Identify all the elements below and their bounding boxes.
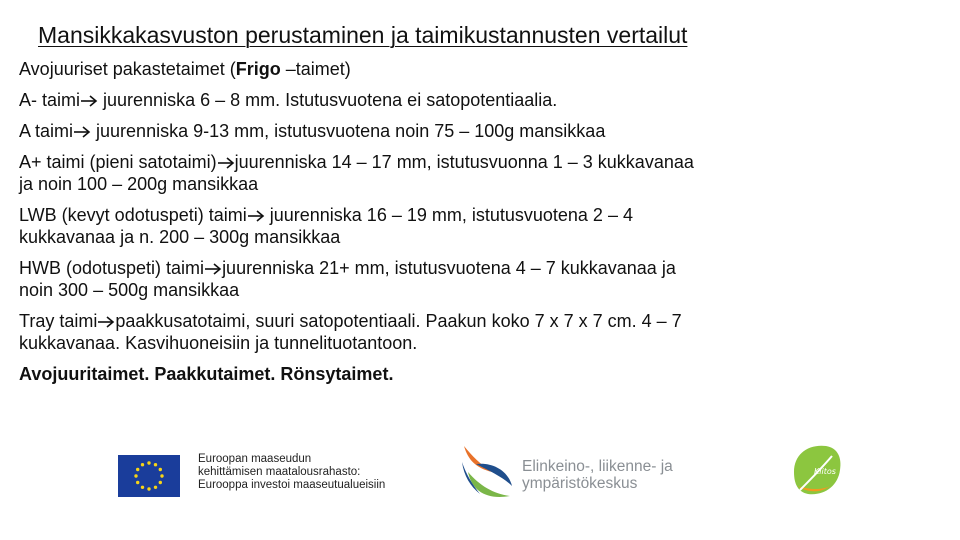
line-text: kukkavanaa ja n. 200 – 300g mansikkaa — [19, 227, 341, 247]
line-text: A+ taimi (pieni satotaimi) — [19, 152, 217, 172]
line-text: ja noin 100 – 200g mansikkaa — [19, 174, 259, 194]
eu-flag-icon — [118, 455, 180, 497]
frigo-bold: Frigo — [235, 59, 281, 79]
right-arrow-icon — [204, 263, 222, 275]
line-text: kukkavanaa. Kasvihuoneisiin ja tunnelituotantoon. — [19, 333, 418, 353]
line-text: –taimet) — [280, 59, 351, 79]
right-arrow-icon — [247, 210, 265, 222]
line-a-plus — [19, 151, 944, 195]
line-text: noin 300 – 500g mansikkaa — [19, 280, 240, 300]
line-summary: Avojuuritaimet. Paakkutaimet. Rönsytaimet. — [19, 364, 394, 384]
eu-fund-text — [198, 453, 385, 492]
right-arrow-icon — [97, 316, 115, 328]
line-frigo — [19, 58, 944, 80]
line-hwb — [19, 257, 944, 301]
line-text: A- taimi — [19, 90, 81, 110]
line-text: juurenniska 6 – 8 mm. Istutusvuotena ei satopotentiaalia. — [98, 90, 558, 110]
line-lwb — [19, 204, 944, 248]
line-text: juurenniska 14 – 17 mm, istutusvuonna 1 – 3 kukkavanaa — [234, 152, 694, 172]
leaf-logo-text: Kiitos — [814, 467, 836, 476]
line-tray — [19, 310, 944, 354]
line-text: HWB (odotuspeti) taimi — [19, 258, 205, 278]
eu-line: Euroopan maaseudun — [198, 453, 312, 465]
line-a-minus — [19, 89, 944, 111]
leaf-logo-icon — [786, 442, 844, 500]
eu-line: Eurooppa investoi maaseutualueisiin — [198, 479, 386, 491]
right-arrow-icon — [217, 157, 235, 169]
ely-line: ympäristökeskus — [522, 475, 638, 492]
right-arrow-icon — [80, 95, 98, 107]
line-text: paakkusatotaimi, suuri satopotentiaali. Paakun koko 7 x 7 x 7 cm. 4 – 7 — [115, 311, 682, 331]
line-text: A taimi — [19, 121, 74, 141]
right-arrow-icon — [73, 126, 91, 138]
ely-line: Elinkeino-, liikenne- ja — [522, 458, 673, 475]
line-text: Avojuuriset pakastetaimet ( — [19, 59, 236, 79]
line-text: Tray taimi — [19, 311, 98, 331]
line-text: juurenniska 16 – 19 mm, istutusvuotena 2 – 4 — [264, 205, 633, 225]
ely-logo-icon — [458, 442, 518, 504]
eu-line: kehittämisen maatalousrahasto: — [198, 466, 361, 478]
line-text: juurenniska 9-13 mm, istutusvuotena noin 75 – 100g mansikkaa — [91, 121, 606, 141]
ely-text — [522, 458, 673, 492]
line-text: juurenniska 21+ mm, istutusvuotena 4 – 7 kukkavanaa ja — [222, 258, 676, 278]
content-list — [19, 58, 944, 394]
line-text: LWB (kevyt odotuspeti) taimi — [19, 205, 247, 225]
line-a — [19, 120, 944, 142]
page-title: Mansikkakasvuston perustaminen ja taimikustannusten vertailut — [38, 22, 688, 48]
